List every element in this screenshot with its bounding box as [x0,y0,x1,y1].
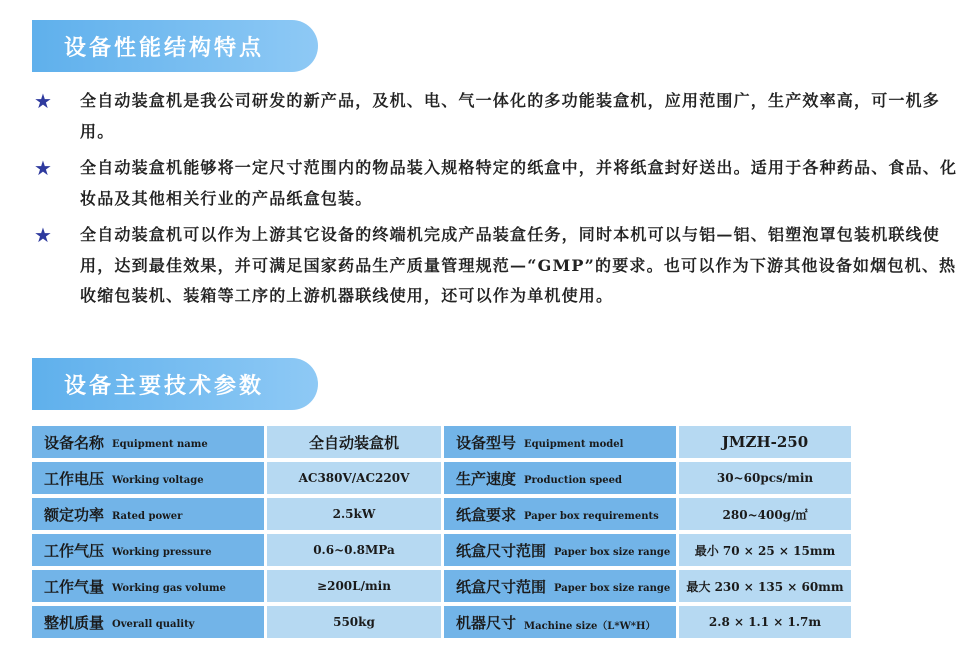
section-title-features: 设备性能结构特点 [64,35,265,61]
spec-label-en: Rated power [112,510,183,522]
section-header-features [32,20,318,72]
spec-value [679,570,851,602]
spec-value [267,498,441,530]
spec-label [444,462,676,494]
spec-label [32,426,264,458]
spec-label-en: Working voltage [112,474,204,486]
spec-value [679,498,851,530]
spec-table [32,426,862,642]
spec-label-zh: 整机质量 [44,613,105,632]
spec-value-text: 0.6~0.8MPa [313,543,395,557]
spec-value [267,462,441,494]
spec-label-en: Production speed [524,474,623,486]
spec-value-text: ≥200L/min [317,579,391,593]
feature-list [34,86,964,318]
spec-label-zh: 纸盒尺寸范围 [456,577,547,596]
spec-value [267,570,441,602]
table-row [32,462,862,494]
list-item-text: 全自动装盒机能够将一定尺寸范围内的物品装入规格特定的纸盒中，并将纸盒封好送出。适用于各种药品、食品、化妆品及其他相关行业的产品纸盒包装。 [80,158,958,208]
spec-value-text: 最大 230 × 135 × 60mm [686,579,844,594]
list-item [34,153,964,214]
spec-label [32,462,264,494]
spec-label-zh: 额定功率 [44,505,105,524]
spec-label-zh: 工作电压 [44,469,105,488]
spec-label [444,498,676,530]
spec-label-en: Working pressure [112,546,212,558]
spec-value-text: 2.8 × 1.1 × 1.7m [708,615,822,629]
table-row [32,570,862,602]
spec-value-text: AC380V/AC220V [298,471,410,485]
spec-label-en: Paper box size range [554,546,671,558]
spec-label-zh: 工作气量 [44,577,105,596]
spec-value-text: 550kg [333,615,375,629]
spec-label [444,570,676,602]
spec-value-text: 2.5kW [332,507,376,521]
spec-value-text: 全自动装盒机 [308,433,399,452]
list-item-text: 全自动装盒机是我公司研发的新产品，及机、电、气一体化的多功能装盒机，应用范围广，生产效率高，可一机多用。 [80,91,941,141]
spec-value [679,462,851,494]
spec-label [444,426,676,458]
star-icon: ★ [34,89,52,113]
spec-value [267,606,441,638]
section-header-specs [32,358,318,410]
star-icon: ★ [34,223,52,247]
spec-label-en: Paper box requirements [524,510,659,522]
spec-label-en: Working gas volume [112,582,226,594]
spec-label [32,570,264,602]
list-item [34,86,964,147]
section-title-specs: 设备主要技术参数 [64,373,265,399]
list-item [34,220,964,312]
spec-label-en: Machine size（L*W*H） [524,620,656,632]
table-row [32,534,862,566]
spec-value [679,606,851,638]
spec-label [444,606,676,638]
table-row [32,606,862,638]
spec-value-text: 280~400g/㎡ [722,507,808,522]
spec-label-zh: 设备名称 [44,433,105,452]
spec-label-en: Equipment model [524,438,624,450]
spec-label-zh: 设备型号 [456,433,517,452]
spec-label [32,498,264,530]
spec-value-text: 30~60pcs/min [716,471,814,485]
spec-label-zh: 生产速度 [456,469,517,488]
spec-value [679,426,851,458]
spec-label-zh: 机器尺寸 [456,613,517,632]
list-item-text: 全自动装盒机可以作为上游其它设备的终端机完成产品装盒任务，同时本机可以与铝—铝、铝塑泡罩包装机联线使用，达到最佳效果，并可满足国家药品生产质量管理规范—“GMP”的要求。也可以作为下游其他设备如烟包机、热收缩包装机、装箱等工序的上游机器联线使用，还可以作为单机使用。 [80,225,957,305]
spec-label [32,534,264,566]
spec-label-zh: 工作气压 [44,541,105,560]
table-row [32,426,862,458]
spec-value [267,426,441,458]
spec-label-zh: 纸盒尺寸范围 [456,541,547,560]
spec-label [444,534,676,566]
spec-label [32,606,264,638]
spec-label-zh: 纸盒要求 [456,505,517,524]
star-icon: ★ [34,156,52,180]
spec-value-text: JMZH-250 [721,433,809,451]
table-row [32,498,862,530]
spec-label-en: Equipment name [112,438,208,450]
spec-label-en: Paper box size range [554,582,671,594]
spec-value-text: 最小 70 × 25 × 15mm [694,543,836,558]
spec-label-en: Overall quality [112,618,195,630]
spec-value [679,534,851,566]
spec-value [267,534,441,566]
